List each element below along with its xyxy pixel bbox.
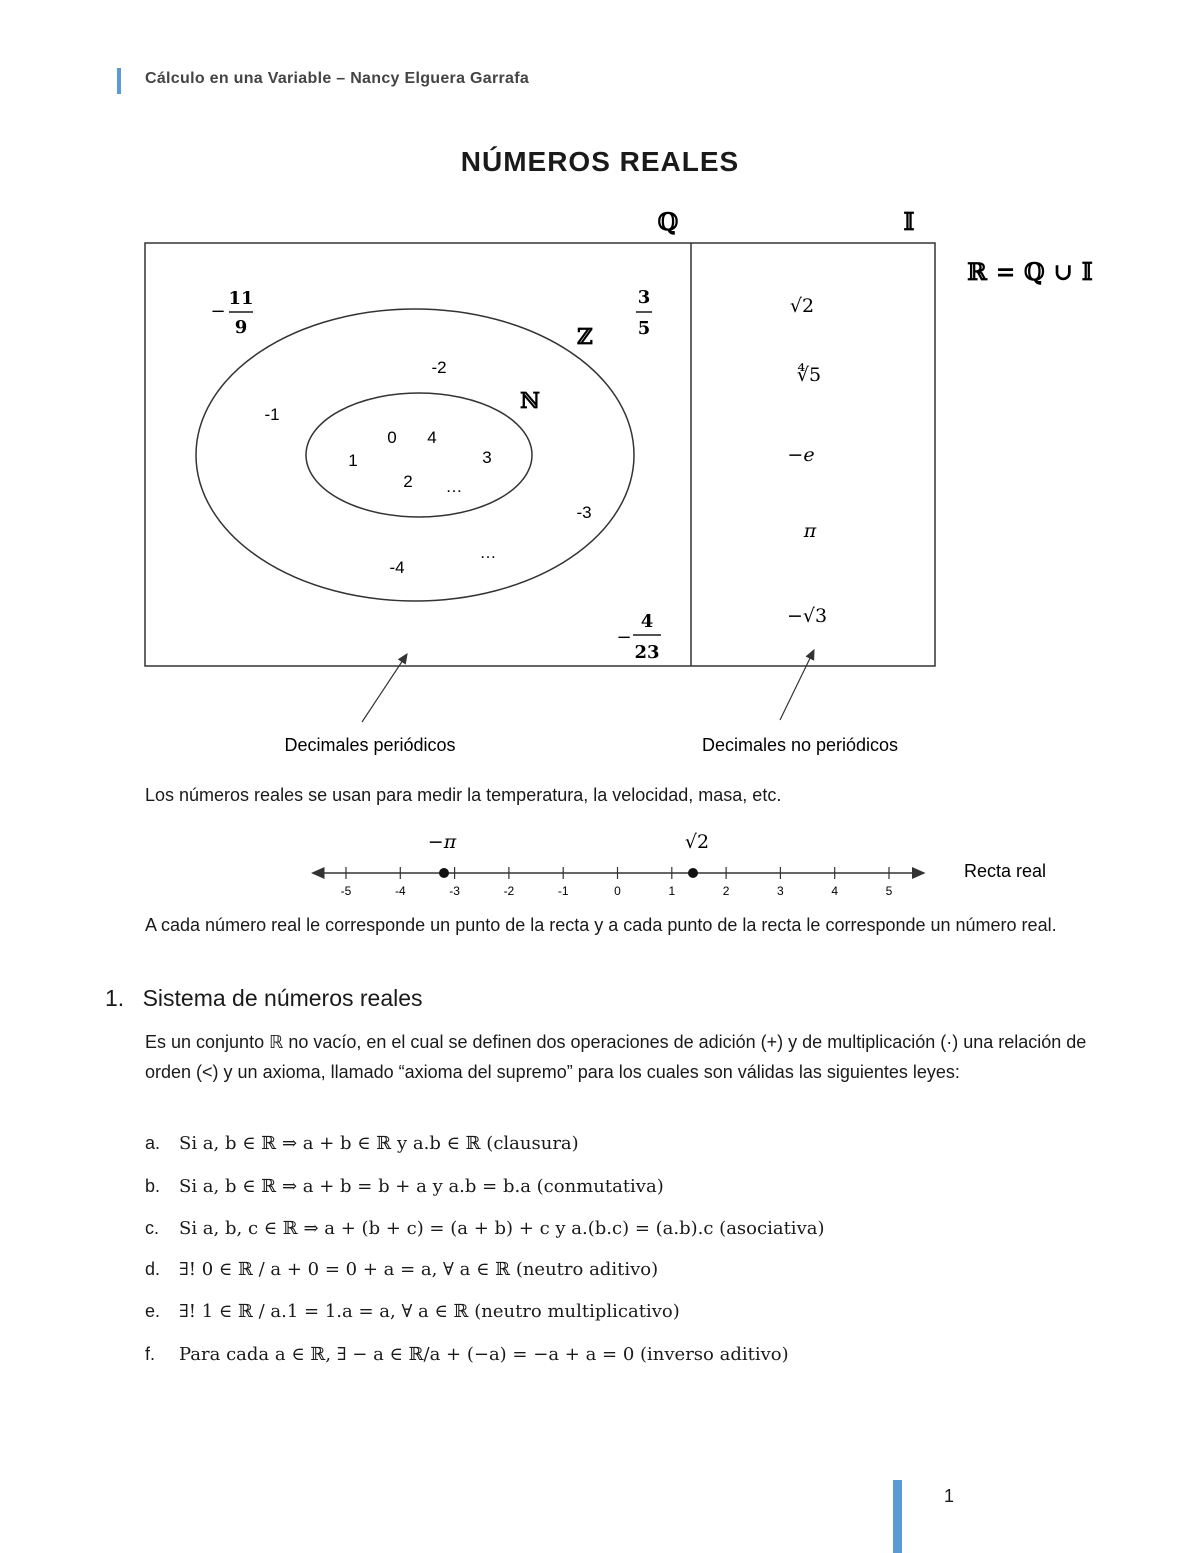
number-line-tick-label: -2 (503, 884, 515, 898)
number-line-tick-label: 1 (668, 884, 676, 898)
integer-minus-3: -3 (576, 503, 592, 522)
integer-minus-2: -2 (431, 358, 447, 377)
point-neg-pi-label: −π (427, 831, 457, 853)
point-sqrt2 (688, 868, 698, 878)
correspondence-paragraph: A cada número real le corresponde un punto de la recta y a cada punto de la recta le corresponde un número real. (145, 915, 1057, 935)
law-b (145, 1176, 664, 1197)
number-line (0, 820, 1200, 910)
intro-paragraph: Los números reales se usan para medir la temperatura, la velocidad, masa, etc. (145, 785, 782, 805)
natural-3: 3 (482, 448, 492, 467)
law-d (145, 1259, 658, 1280)
law-f-text: Para cada a ∈ ℝ, ∃ − a ∈ ℝ/a + (−a) = −a + a = 0 (inverso aditivo) (179, 1344, 789, 1365)
irrational-sqrt2: √2 (789, 295, 815, 317)
reals-box (145, 243, 935, 666)
natural-4: 4 (427, 428, 437, 447)
number-line-tick-label: -5 (340, 884, 352, 898)
law-b-text: Si a, b ∈ ℝ ⇒ a + b = b + a y a.b = b.a (conmutativa) (179, 1176, 664, 1197)
set-z-label: ℤ (576, 324, 594, 350)
union-formula: ℝ = ℚ ∪ 𝕀 (967, 257, 1093, 286)
fraction-minus-11-9 (210, 288, 253, 338)
law-f-label: f. (145, 1344, 156, 1364)
law-e-label: e. (145, 1301, 161, 1321)
law-d-label: d. (145, 1259, 161, 1279)
fraction-minus-4-23 (616, 611, 661, 663)
integer-ellipsis: … (479, 543, 497, 562)
section-title: Sistema de números reales (142, 985, 423, 1011)
law-e (145, 1301, 680, 1322)
number-line-tick-label: 0 (614, 884, 621, 898)
arrow-periodic (362, 654, 407, 722)
integer-minus-1: -1 (264, 405, 280, 424)
irrational-neg-sqrt3: −√3 (786, 605, 828, 627)
svg-text:3: 3 (637, 287, 651, 308)
svg-text:4: 4 (640, 611, 654, 632)
natural-2: 2 (403, 472, 413, 491)
arrow-non-periodic (780, 650, 814, 720)
running-header: Cálculo en una Variable – Nancy Elguera Garrafa (145, 70, 530, 87)
natural-1: 1 (348, 451, 358, 470)
point-sqrt2-label: √2 (684, 831, 710, 853)
law-c-label: c. (145, 1218, 160, 1238)
irrational-root5: ∜5 (796, 364, 822, 386)
law-c-text: Si a, b, c ∈ ℝ ⇒ a + (b + c) = (a + b) + c y a.(b.c) = (a.b).c (asociativa) (179, 1218, 825, 1239)
label-non-periodic-decimals: Decimales no periódicos (701, 735, 899, 755)
svg-text:9: 9 (234, 317, 248, 338)
natural-0: 0 (387, 428, 397, 447)
footer-accent-bar (893, 1480, 902, 1553)
law-e-text: ∃! 1 ∈ ℝ / a.1 = 1.a = a, ∀ a ∈ ℝ (neutro multiplicativo) (179, 1301, 680, 1322)
naturals-ellipse (306, 393, 532, 517)
point-neg-pi (439, 868, 449, 878)
law-a (145, 1133, 579, 1154)
page-number: 1 (944, 1486, 955, 1506)
set-i-label: 𝕀 (903, 207, 915, 236)
number-line-tick-label: -3 (449, 884, 460, 898)
section-heading (105, 985, 423, 1012)
irrational-neg-e: −e (787, 444, 815, 466)
law-c (145, 1218, 825, 1239)
law-d-text: ∃! 0 ∈ ℝ / a + 0 = 0 + a = a, ∀ a ∈ ℝ (neutro aditivo) (179, 1259, 659, 1280)
law-b-label: b. (145, 1176, 161, 1196)
svg-text:−: − (616, 627, 632, 648)
label-periodic-decimals: Decimales periódicos (284, 735, 456, 755)
svg-text:23: 23 (634, 642, 660, 663)
set-n-label: ℕ (519, 388, 541, 414)
law-f (145, 1344, 789, 1365)
number-line-tick-label: 4 (831, 884, 839, 898)
irrational-pi: π (803, 520, 817, 542)
number-line-tick-label: -4 (394, 884, 406, 898)
number-line-label: Recta real (964, 861, 1047, 881)
natural-ellipsis: … (445, 477, 463, 496)
number-line-tick-label: 2 (722, 884, 730, 898)
integer-minus-4: -4 (389, 558, 405, 577)
number-line-tick-label: -1 (557, 884, 569, 898)
svg-text:11: 11 (228, 288, 254, 309)
svg-text:5: 5 (637, 318, 651, 339)
integers-ellipse (196, 309, 634, 601)
number-line-tick-label: 5 (885, 884, 893, 898)
page-title: NÚMEROS REALES (460, 146, 740, 177)
section-number: 1. (105, 985, 125, 1011)
definition-paragraph: Es un conjunto ℝ no vacío, en el cual se definen dos operaciones de adición (+) y de multiplicación (·) una relación de orden (<) y un axioma, llamado “axioma del supremo” para los cuales son válidas las siguientes leyes: (145, 1032, 1087, 1082)
svg-text:−: − (210, 301, 226, 322)
law-a-label: a. (145, 1133, 161, 1153)
fraction-3-5 (636, 287, 652, 339)
set-q-label: ℚ (657, 207, 679, 236)
law-a-text: Si a, b ∈ ℝ ⇒ a + b ∈ ℝ y a.b ∈ ℝ (clausura) (179, 1133, 579, 1154)
real-numbers-diagram (0, 0, 1200, 770)
number-line-tick-label: 3 (777, 884, 784, 898)
